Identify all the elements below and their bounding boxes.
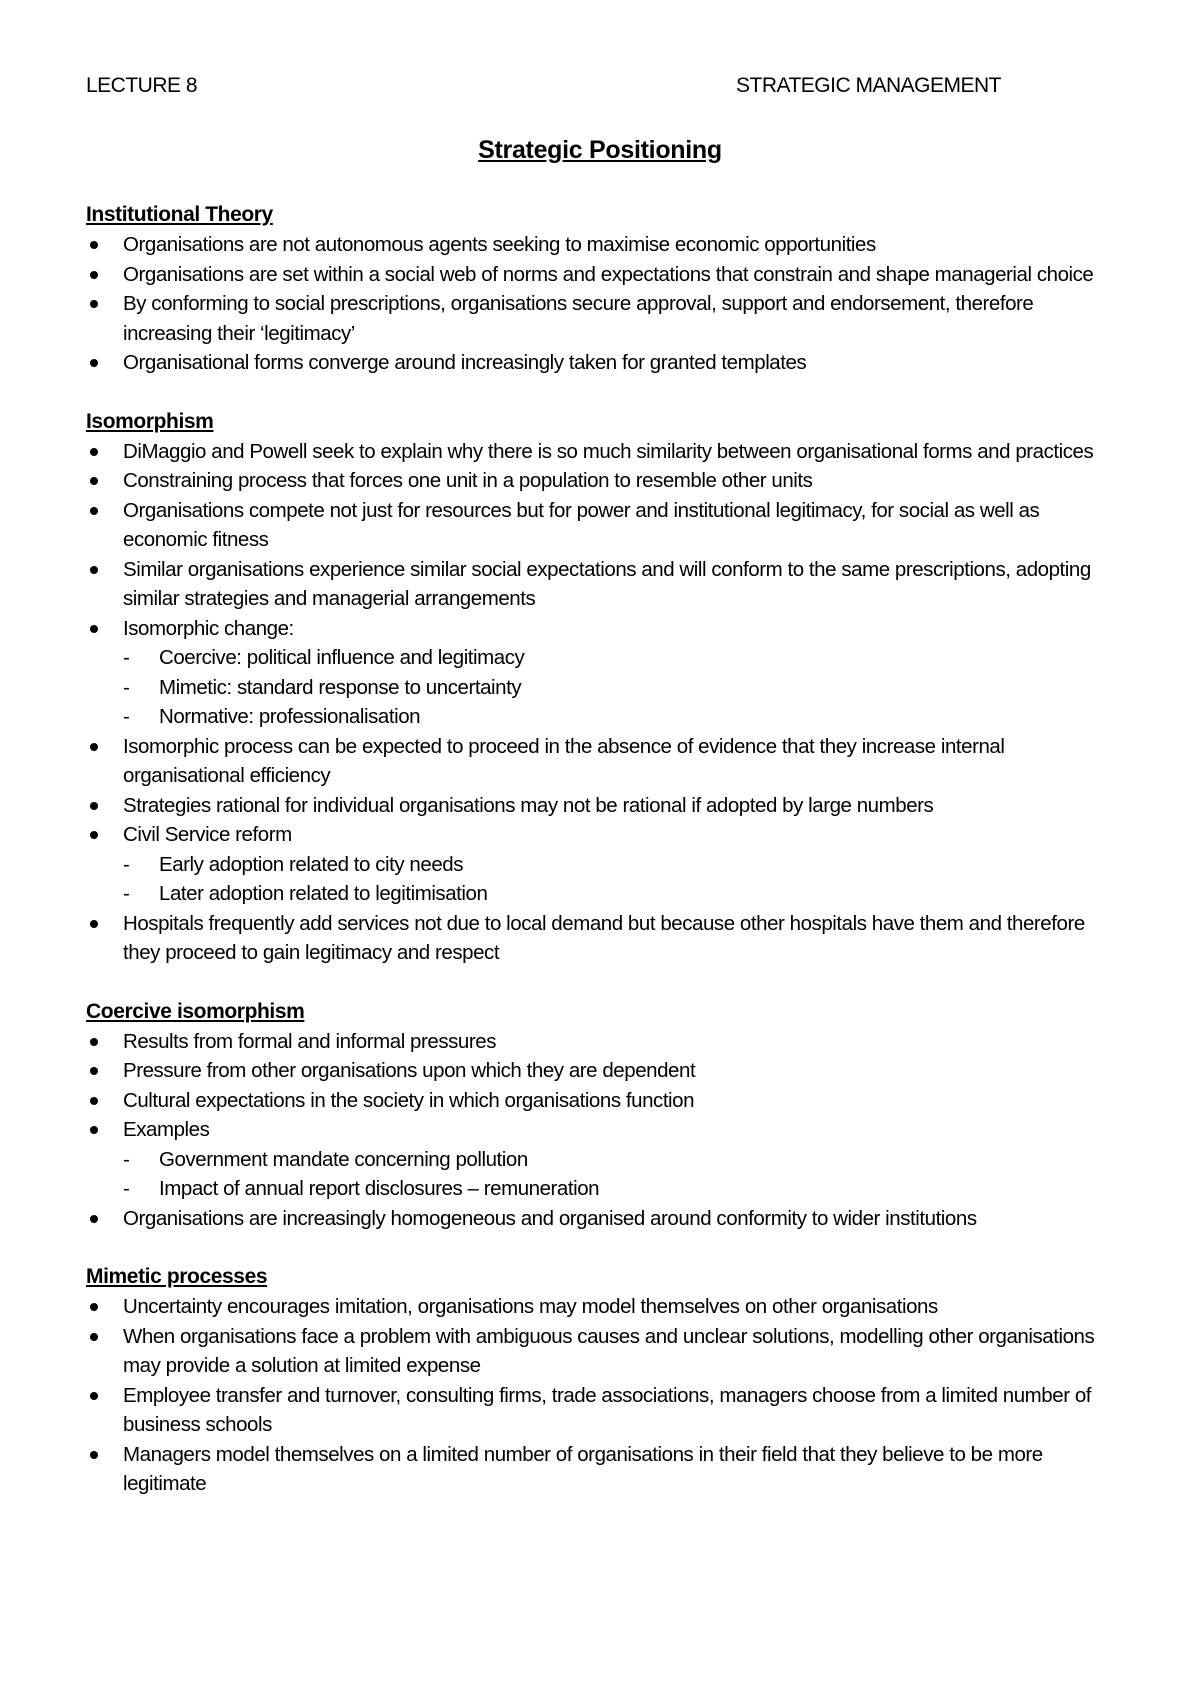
bullet-text: Similar organisations experience similar social expectations and will conform to the same prescriptions, adopting similar strategies and managerial arrangements [123,557,1091,610]
bullet-text: When organisations face a problem with ambiguous causes and unclear solutions, modelling other organisations may provide a solution at limited expense [123,1324,1095,1377]
bullet-dot-icon [90,1126,98,1134]
bullet-item [86,348,1126,378]
bullet-text: Organisations are increasingly homogeneous and organised around conformity to wider institutions [123,1206,977,1230]
section [86,997,1126,1234]
bullet-text: Strategies rational for individual organisations may not be rational if adopted by large numbers [123,793,934,817]
bullet-item [86,555,1126,614]
bullet-text: Isomorphic change: [123,616,294,640]
bullet-dot-icon [90,477,98,485]
bullet-item [86,437,1126,467]
bullet-dot-icon [90,802,98,810]
sub-bullet-item [123,879,1126,909]
bullet-text: Isomorphic process can be expected to proceed in the absence of evidence that they increase internal organisational efficiency [123,734,1005,787]
bullet-item [86,1056,1126,1086]
bullet-item [86,909,1126,968]
sub-bullet-item [123,1145,1126,1175]
bullet-text: Pressure from other organisations upon which they are dependent [123,1059,696,1082]
sub-bullet-item [123,673,1126,703]
sub-bullet-text: Normative: professionalisation [159,705,421,728]
bullet-list [86,437,1126,968]
section-heading: Coercive isomorphism [86,999,305,1023]
header-course-name: STRATEGIC MANAGEMENT [736,74,1001,97]
sub-bullet-text: Impact of annual report disclosures – remuneration [159,1177,600,1200]
document-body [86,200,1126,1528]
bullet-item [86,820,1126,850]
bullet-dot-icon [90,625,98,633]
sub-bullet-item [123,702,1126,732]
sub-bullet-text: Later adoption related to legitimisation [159,882,488,905]
bullet-text: Constraining process that forces one unit in a population to resemble other units [123,469,813,492]
bullet-dot-icon [90,1067,98,1075]
bullet-text: Managers model themselves on a limited number of organisations in their field that they believe to be more legitimate [123,1442,1043,1495]
header-lecture-number: LECTURE 8 [86,74,198,97]
dash-icon: - [123,852,130,876]
sub-bullet-list [123,1145,1126,1204]
bullet-item [86,289,1126,348]
bullet-item [86,496,1126,555]
bullet-text: Cultural expectations in the society in which organisations function [123,1088,695,1112]
bullet-text: Organisations are set within a social web of norms and expectations that constrain and shape managerial choice [123,262,1094,286]
dash-icon: - [123,675,130,699]
dash-icon: - [123,646,130,669]
bullet-dot-icon [90,241,98,249]
section-heading: Institutional Theory [86,203,273,226]
bullet-item [86,1086,1126,1116]
sub-bullet-text: Coercive: political influence and legitimacy [159,646,525,669]
bullet-dot-icon [90,1303,98,1311]
section-heading: Mimetic processes [86,1265,268,1288]
bullet-item [86,732,1126,791]
bullet-item [86,614,1126,644]
bullet-text: Organisations are not autonomous agents seeking to maximise economic opportunities [123,233,876,256]
bullet-text: Examples [123,1118,210,1141]
sub-bullet-list [123,850,1126,909]
section-heading: Isomorphism [86,409,214,433]
bullet-dot-icon [90,831,98,839]
sub-bullet-item [123,1174,1126,1204]
sub-bullet-item [123,850,1126,880]
bullet-dot-icon [90,359,98,367]
bullet-item [86,1204,1126,1234]
bullet-list [86,230,1126,378]
bullet-dot-icon [90,1097,98,1105]
bullet-item [86,1115,1126,1145]
document-title: Strategic Positioning [478,136,722,164]
bullet-item [86,1322,1126,1381]
sub-bullet-list [123,643,1126,732]
bullet-dot-icon [90,1215,98,1223]
bullet-item [86,1027,1126,1057]
section [86,200,1126,378]
bullet-dot-icon [90,743,98,751]
bullet-list [86,1027,1126,1234]
bullet-text: Organisational forms converge around increasingly taken for granted templates [123,351,807,374]
bullet-dot-icon [90,1392,98,1400]
sub-bullet-text: Early adoption related to city needs [159,852,464,876]
bullet-dot-icon [90,300,98,308]
bullet-text: Employee transfer and turnover, consulting firms, trade associations, managers choose from a limited number of business schools [123,1383,1092,1436]
bullet-dot-icon [90,1333,98,1341]
dash-icon: - [123,705,130,728]
bullet-text: DiMaggio and Powell seek to explain why there is so much similarity between organisational forms and practices [123,439,1094,463]
bullet-dot-icon [90,507,98,515]
bullet-dot-icon [90,1451,98,1459]
bullet-dot-icon [90,920,98,928]
sub-bullet-item [123,643,1126,673]
bullet-dot-icon [90,566,98,574]
bullet-item [86,791,1126,821]
bullet-text: Results from formal and informal pressures [123,1029,497,1053]
bullet-item [86,466,1126,496]
bullet-text: Organisations compete not just for resources but for power and institutional legitimacy, for social as well as economic fitness [123,498,1040,551]
bullet-dot-icon [90,448,98,456]
sub-bullet-text: Mimetic: standard response to uncertainty [159,675,522,699]
bullet-dot-icon [90,1038,98,1046]
bullet-text: By conforming to social prescriptions, organisations secure approval, support and endorsement, therefore increasing their ‘legitimacy’ [123,292,1034,345]
bullet-list [86,1292,1126,1499]
bullet-dot-icon [90,271,98,279]
bullet-item [86,1381,1126,1440]
dash-icon: - [123,1177,130,1200]
dash-icon: - [123,1147,130,1171]
bullet-item [86,1440,1126,1499]
sub-list-container [86,643,1126,732]
bullet-text: Hospitals frequently add services not due to local demand but because other hospitals have them and therefore they proceed to gain legitimacy and respect [123,911,1085,964]
sub-list-container [86,1145,1126,1204]
dash-icon: - [123,882,130,905]
bullet-item [86,230,1126,260]
sub-bullet-text: Government mandate concerning pollution [159,1147,528,1171]
section [86,1262,1126,1499]
section [86,407,1126,968]
bullet-item [86,260,1126,290]
sub-list-container [86,850,1126,909]
bullet-text: Uncertainty encourages imitation, organisations may model themselves on other organisations [123,1295,938,1318]
bullet-item [86,1292,1126,1322]
bullet-text: Civil Service reform [123,823,292,846]
